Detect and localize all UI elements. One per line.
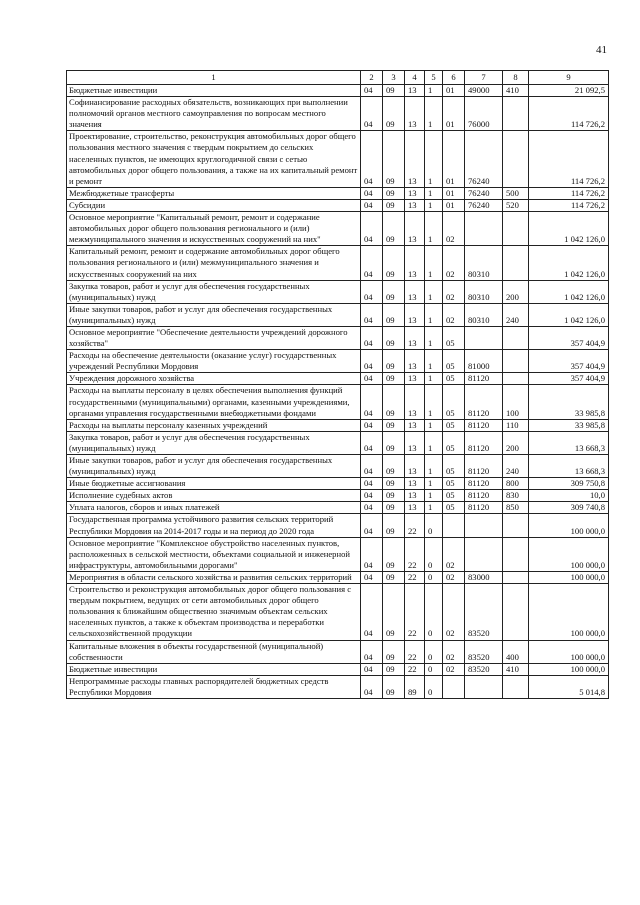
code-cell: 76240 <box>465 187 503 199</box>
header-cell: 6 <box>443 71 465 85</box>
row-description: Расходы на обеспечение деятельности (оказание услуг) государственных учреждений Республики Мордовия <box>67 350 361 373</box>
code-cell: 04 <box>361 350 383 373</box>
code-cell <box>465 326 503 349</box>
code-cell: 1 <box>425 419 443 431</box>
code-cell: 09 <box>383 640 405 663</box>
code-cell <box>503 675 529 698</box>
code-cell <box>503 350 529 373</box>
row-description: Иные закупки товаров, работ и услуг для обеспечения государственных (муниципальных) нужд <box>67 303 361 326</box>
code-cell: 76240 <box>465 131 503 187</box>
code-cell: 83520 <box>465 663 503 675</box>
code-cell: 240 <box>503 303 529 326</box>
code-cell: 0 <box>425 514 443 537</box>
code-cell <box>503 584 529 640</box>
row-description: Капитальные вложения в объекты государственной (муниципальной) собственности <box>67 640 361 663</box>
amount-cell: 13 668,3 <box>529 455 609 478</box>
code-cell: 80310 <box>465 246 503 280</box>
header-cell: 5 <box>425 71 443 85</box>
code-cell: 0 <box>425 640 443 663</box>
header-cell: 1 <box>67 71 361 85</box>
code-cell: 1 <box>425 246 443 280</box>
code-cell: 410 <box>503 85 529 97</box>
code-cell: 13 <box>405 326 425 349</box>
code-cell: 0 <box>425 663 443 675</box>
code-cell: 13 <box>405 246 425 280</box>
row-description: Уплата налогов, сборов и иных платежей <box>67 502 361 514</box>
code-cell: 04 <box>361 537 383 571</box>
row-description: Проектирование, строительство, реконструкция автомобильных дорог общего пользования местного значения с твердым покрытием до сельских населенных пунктов, не имеющих круглогодичной связи с сетью автомобильных дорог общего пользования, а также на их капитальный ремонт и ремонт <box>67 131 361 187</box>
code-cell: 04 <box>361 640 383 663</box>
code-cell: 09 <box>383 490 405 502</box>
amount-cell: 100 000,0 <box>529 663 609 675</box>
code-cell: 1 <box>425 350 443 373</box>
amount-cell: 1 042 126,0 <box>529 212 609 246</box>
code-cell: 05 <box>443 385 465 419</box>
code-cell: 81120 <box>465 478 503 490</box>
code-cell: 09 <box>383 199 405 211</box>
amount-cell: 309 740,8 <box>529 502 609 514</box>
row-description: Закупка товаров, работ и услуг для обеспечения государственных (муниципальных) нужд <box>67 431 361 454</box>
table-row <box>67 199 609 211</box>
row-description: Основное мероприятие "Капитальный ремонт, ремонт и содержание автомобильных дорог общего пользования регионального и (или) межмуниципального значения и искусственных сооружений на них" <box>67 212 361 246</box>
code-cell: 83520 <box>465 640 503 663</box>
amount-cell: 1 042 126,0 <box>529 246 609 280</box>
amount-cell: 5 014,8 <box>529 675 609 698</box>
code-cell: 13 <box>405 419 425 431</box>
header-cell: 9 <box>529 71 609 85</box>
code-cell: 09 <box>383 571 405 583</box>
code-cell <box>503 326 529 349</box>
table-row <box>67 419 609 431</box>
table-row <box>67 373 609 385</box>
table-row <box>67 131 609 187</box>
code-cell: 05 <box>443 431 465 454</box>
code-cell: 1 <box>425 187 443 199</box>
row-description: Мероприятия в области сельского хозяйства и развития сельских территорий <box>67 571 361 583</box>
row-description: Межбюджетные трансферты <box>67 187 361 199</box>
amount-cell: 100 000,0 <box>529 640 609 663</box>
row-description: Основное мероприятие "Комплексное обустройство населенных пунктов, расположенных в сельской местности, объектами социальной и инженерной инфраструктуры, автомобильными дорогами" <box>67 537 361 571</box>
code-cell: 04 <box>361 131 383 187</box>
code-cell: 81120 <box>465 490 503 502</box>
code-cell: 0 <box>425 571 443 583</box>
row-description: Основное мероприятие "Обеспечение деятельности учреждений дорожного хозяйства" <box>67 326 361 349</box>
code-cell: 1 <box>425 490 443 502</box>
code-cell: 13 <box>405 212 425 246</box>
table-row <box>67 303 609 326</box>
code-cell: 800 <box>503 478 529 490</box>
code-cell: 13 <box>405 131 425 187</box>
code-cell: 05 <box>443 350 465 373</box>
code-cell: 100 <box>503 385 529 419</box>
code-cell: 1 <box>425 303 443 326</box>
code-cell: 1 <box>425 431 443 454</box>
code-cell: 04 <box>361 478 383 490</box>
code-cell <box>503 97 529 131</box>
amount-cell: 114 726,2 <box>529 199 609 211</box>
header-cell: 4 <box>405 71 425 85</box>
table-row <box>67 280 609 303</box>
table-row <box>67 246 609 280</box>
code-cell: 09 <box>383 131 405 187</box>
amount-cell: 100 000,0 <box>529 571 609 583</box>
row-description: Расходы на выплаты персоналу в целях обеспечения выполнения функций государственными (муниципальными) органами, казенными учреждениями, органами управления государственными внебюджетными фондами <box>67 385 361 419</box>
code-cell: 09 <box>383 373 405 385</box>
code-cell: 81120 <box>465 431 503 454</box>
code-cell: 02 <box>443 663 465 675</box>
header-cell: 2 <box>361 71 383 85</box>
code-cell: 04 <box>361 246 383 280</box>
code-cell <box>503 246 529 280</box>
amount-cell: 33 985,8 <box>529 419 609 431</box>
code-cell: 02 <box>443 537 465 571</box>
code-cell <box>503 571 529 583</box>
code-cell: 1 <box>425 373 443 385</box>
amount-cell: 21 092,5 <box>529 85 609 97</box>
code-cell: 13 <box>405 199 425 211</box>
code-cell: 13 <box>405 303 425 326</box>
code-cell: 22 <box>405 584 425 640</box>
amount-cell: 1 042 126,0 <box>529 303 609 326</box>
code-cell <box>503 373 529 385</box>
code-cell: 02 <box>443 246 465 280</box>
code-cell: 09 <box>383 419 405 431</box>
table-row <box>67 212 609 246</box>
page-number: 41 <box>596 44 607 56</box>
code-cell: 89 <box>405 675 425 698</box>
code-cell: 0 <box>425 675 443 698</box>
code-cell: 13 <box>405 490 425 502</box>
code-cell: 04 <box>361 373 383 385</box>
code-cell: 09 <box>383 280 405 303</box>
code-cell: 01 <box>443 85 465 97</box>
code-cell: 1 <box>425 478 443 490</box>
code-cell: 04 <box>361 502 383 514</box>
code-cell: 81120 <box>465 419 503 431</box>
code-cell: 09 <box>383 455 405 478</box>
amount-cell: 13 668,3 <box>529 431 609 454</box>
amount-cell: 100 000,0 <box>529 584 609 640</box>
code-cell: 01 <box>443 199 465 211</box>
code-cell: 09 <box>383 85 405 97</box>
code-cell <box>465 537 503 571</box>
code-cell: 81120 <box>465 455 503 478</box>
code-cell: 500 <box>503 187 529 199</box>
code-cell: 1 <box>425 326 443 349</box>
code-cell: 05 <box>443 455 465 478</box>
code-cell: 83520 <box>465 584 503 640</box>
table-row <box>67 675 609 698</box>
code-cell: 13 <box>405 502 425 514</box>
code-cell: 110 <box>503 419 529 431</box>
amount-cell: 114 726,2 <box>529 187 609 199</box>
code-cell: 1 <box>425 131 443 187</box>
row-description: Капитальный ремонт, ремонт и содержание автомобильных дорог общего пользования регионального и (или) межмуниципального значения и искусственных сооружений на них <box>67 246 361 280</box>
row-description: Закупка товаров, работ и услуг для обеспечения государственных (муниципальных) нужд <box>67 280 361 303</box>
code-cell: 76000 <box>465 97 503 131</box>
code-cell: 400 <box>503 640 529 663</box>
table-row <box>67 455 609 478</box>
row-description: Иные бюджетные ассигнования <box>67 478 361 490</box>
table-row <box>67 640 609 663</box>
table-row <box>67 326 609 349</box>
header-cell: 8 <box>503 71 529 85</box>
code-cell: 09 <box>383 326 405 349</box>
amount-cell: 357 404,9 <box>529 326 609 349</box>
amount-cell: 114 726,2 <box>529 97 609 131</box>
amount-cell: 1 042 126,0 <box>529 280 609 303</box>
table-row <box>67 97 609 131</box>
table-row <box>67 431 609 454</box>
code-cell: 09 <box>383 246 405 280</box>
code-cell: 76240 <box>465 199 503 211</box>
code-cell: 83000 <box>465 571 503 583</box>
table-row <box>67 537 609 571</box>
code-cell: 1 <box>425 502 443 514</box>
code-cell: 1 <box>425 280 443 303</box>
code-cell: 22 <box>405 514 425 537</box>
code-cell: 0 <box>425 584 443 640</box>
code-cell: 04 <box>361 280 383 303</box>
code-cell <box>503 537 529 571</box>
code-cell: 240 <box>503 455 529 478</box>
code-cell: 520 <box>503 199 529 211</box>
code-cell: 22 <box>405 640 425 663</box>
code-cell: 09 <box>383 584 405 640</box>
code-cell: 05 <box>443 419 465 431</box>
code-cell: 09 <box>383 212 405 246</box>
code-cell: 81120 <box>465 502 503 514</box>
code-cell: 05 <box>443 478 465 490</box>
code-cell: 09 <box>383 187 405 199</box>
code-cell: 02 <box>443 280 465 303</box>
code-cell: 1 <box>425 199 443 211</box>
header-cell: 3 <box>383 71 405 85</box>
code-cell: 04 <box>361 663 383 675</box>
code-cell: 04 <box>361 187 383 199</box>
code-cell: 81120 <box>465 385 503 419</box>
code-cell: 09 <box>383 385 405 419</box>
code-cell: 80310 <box>465 280 503 303</box>
table-row <box>67 502 609 514</box>
code-cell <box>465 514 503 537</box>
amount-cell: 357 404,9 <box>529 373 609 385</box>
code-cell: 09 <box>383 675 405 698</box>
amount-cell: 309 750,8 <box>529 478 609 490</box>
code-cell: 49000 <box>465 85 503 97</box>
code-cell: 01 <box>443 187 465 199</box>
code-cell: 09 <box>383 350 405 373</box>
table-row <box>67 350 609 373</box>
code-cell: 22 <box>405 571 425 583</box>
code-cell: 09 <box>383 478 405 490</box>
amount-cell: 114 726,2 <box>529 131 609 187</box>
code-cell: 01 <box>443 97 465 131</box>
code-cell: 04 <box>361 490 383 502</box>
code-cell: 09 <box>383 431 405 454</box>
table-row <box>67 663 609 675</box>
code-cell: 22 <box>405 537 425 571</box>
code-cell: 02 <box>443 303 465 326</box>
code-cell: 1 <box>425 212 443 246</box>
code-cell <box>503 514 529 537</box>
code-cell: 04 <box>361 431 383 454</box>
code-cell: 05 <box>443 373 465 385</box>
amount-cell: 100 000,0 <box>529 537 609 571</box>
code-cell: 13 <box>405 280 425 303</box>
code-cell: 04 <box>361 514 383 537</box>
code-cell: 0 <box>425 537 443 571</box>
code-cell: 09 <box>383 514 405 537</box>
table-row <box>67 571 609 583</box>
row-description: Иные закупки товаров, работ и услуг для обеспечения государственных (муниципальных) нужд <box>67 455 361 478</box>
row-description: Строительство и реконструкция автомобильных дорог общего пользования с твердым покрытием, ведущих от сети автомобильных дорог общего пользования к ближайшим общественно значимым объектам сельских населенных пунктов, а также к объектам производства и переработки сельскохозяйственной продукции <box>67 584 361 640</box>
code-cell: 850 <box>503 502 529 514</box>
code-cell: 04 <box>361 571 383 583</box>
row-description: Учреждения дорожного хозяйства <box>67 373 361 385</box>
code-cell: 81000 <box>465 350 503 373</box>
code-cell: 80310 <box>465 303 503 326</box>
code-cell: 1 <box>425 385 443 419</box>
code-cell: 04 <box>361 419 383 431</box>
row-description: Расходы на выплаты персоналу казенных учреждений <box>67 419 361 431</box>
code-cell: 02 <box>443 212 465 246</box>
amount-cell: 33 985,8 <box>529 385 609 419</box>
code-cell: 1 <box>425 97 443 131</box>
code-cell: 1 <box>425 455 443 478</box>
row-description: Бюджетные инвестиции <box>67 663 361 675</box>
code-cell: 04 <box>361 212 383 246</box>
table-row <box>67 514 609 537</box>
code-cell <box>443 675 465 698</box>
code-cell: 04 <box>361 675 383 698</box>
table-header-row <box>67 71 609 85</box>
code-cell <box>443 514 465 537</box>
code-cell: 13 <box>405 431 425 454</box>
budget-table <box>66 70 609 699</box>
code-cell: 02 <box>443 571 465 583</box>
code-cell <box>503 131 529 187</box>
code-cell: 04 <box>361 584 383 640</box>
code-cell: 09 <box>383 663 405 675</box>
code-cell: 09 <box>383 303 405 326</box>
amount-cell: 100 000,0 <box>529 514 609 537</box>
code-cell: 02 <box>443 584 465 640</box>
header-cell: 7 <box>465 71 503 85</box>
code-cell: 410 <box>503 663 529 675</box>
code-cell: 13 <box>405 455 425 478</box>
code-cell: 1 <box>425 85 443 97</box>
code-cell: 13 <box>405 478 425 490</box>
code-cell: 13 <box>405 373 425 385</box>
code-cell: 04 <box>361 97 383 131</box>
code-cell <box>503 212 529 246</box>
code-cell: 830 <box>503 490 529 502</box>
code-cell: 09 <box>383 97 405 131</box>
table-row <box>67 490 609 502</box>
code-cell: 04 <box>361 326 383 349</box>
code-cell: 05 <box>443 502 465 514</box>
code-cell: 200 <box>503 280 529 303</box>
code-cell: 05 <box>443 326 465 349</box>
row-description: Исполнение судебных актов <box>67 490 361 502</box>
amount-cell: 10,0 <box>529 490 609 502</box>
table-row <box>67 584 609 640</box>
table-row <box>67 85 609 97</box>
code-cell: 09 <box>383 537 405 571</box>
row-description: Государственная программа устойчивого развития сельских территорий Республики Мордовия на 2014-2017 годы и на период до 2020 года <box>67 514 361 537</box>
code-cell <box>465 212 503 246</box>
code-cell: 200 <box>503 431 529 454</box>
code-cell <box>465 675 503 698</box>
code-cell: 04 <box>361 303 383 326</box>
code-cell: 22 <box>405 663 425 675</box>
row-description: Непрограммные расходы главных распорядителей бюджетных средств Республики Мордовия <box>67 675 361 698</box>
code-cell: 05 <box>443 490 465 502</box>
row-description: Субсидии <box>67 199 361 211</box>
code-cell: 13 <box>405 350 425 373</box>
code-cell: 01 <box>443 131 465 187</box>
code-cell: 13 <box>405 187 425 199</box>
code-cell: 81120 <box>465 373 503 385</box>
table-row <box>67 187 609 199</box>
code-cell: 04 <box>361 85 383 97</box>
code-cell: 13 <box>405 85 425 97</box>
code-cell: 02 <box>443 640 465 663</box>
amount-cell: 357 404,9 <box>529 350 609 373</box>
code-cell: 04 <box>361 385 383 419</box>
table-row <box>67 385 609 419</box>
code-cell: 09 <box>383 502 405 514</box>
code-cell: 04 <box>361 199 383 211</box>
row-description: Софинансирование расходных обязательств, возникающих при выполнении полномочий органов местного самоуправления по вопросам местного значения <box>67 97 361 131</box>
code-cell: 13 <box>405 385 425 419</box>
code-cell: 04 <box>361 455 383 478</box>
code-cell: 13 <box>405 97 425 131</box>
table-row <box>67 478 609 490</box>
row-description: Бюджетные инвестиции <box>67 85 361 97</box>
